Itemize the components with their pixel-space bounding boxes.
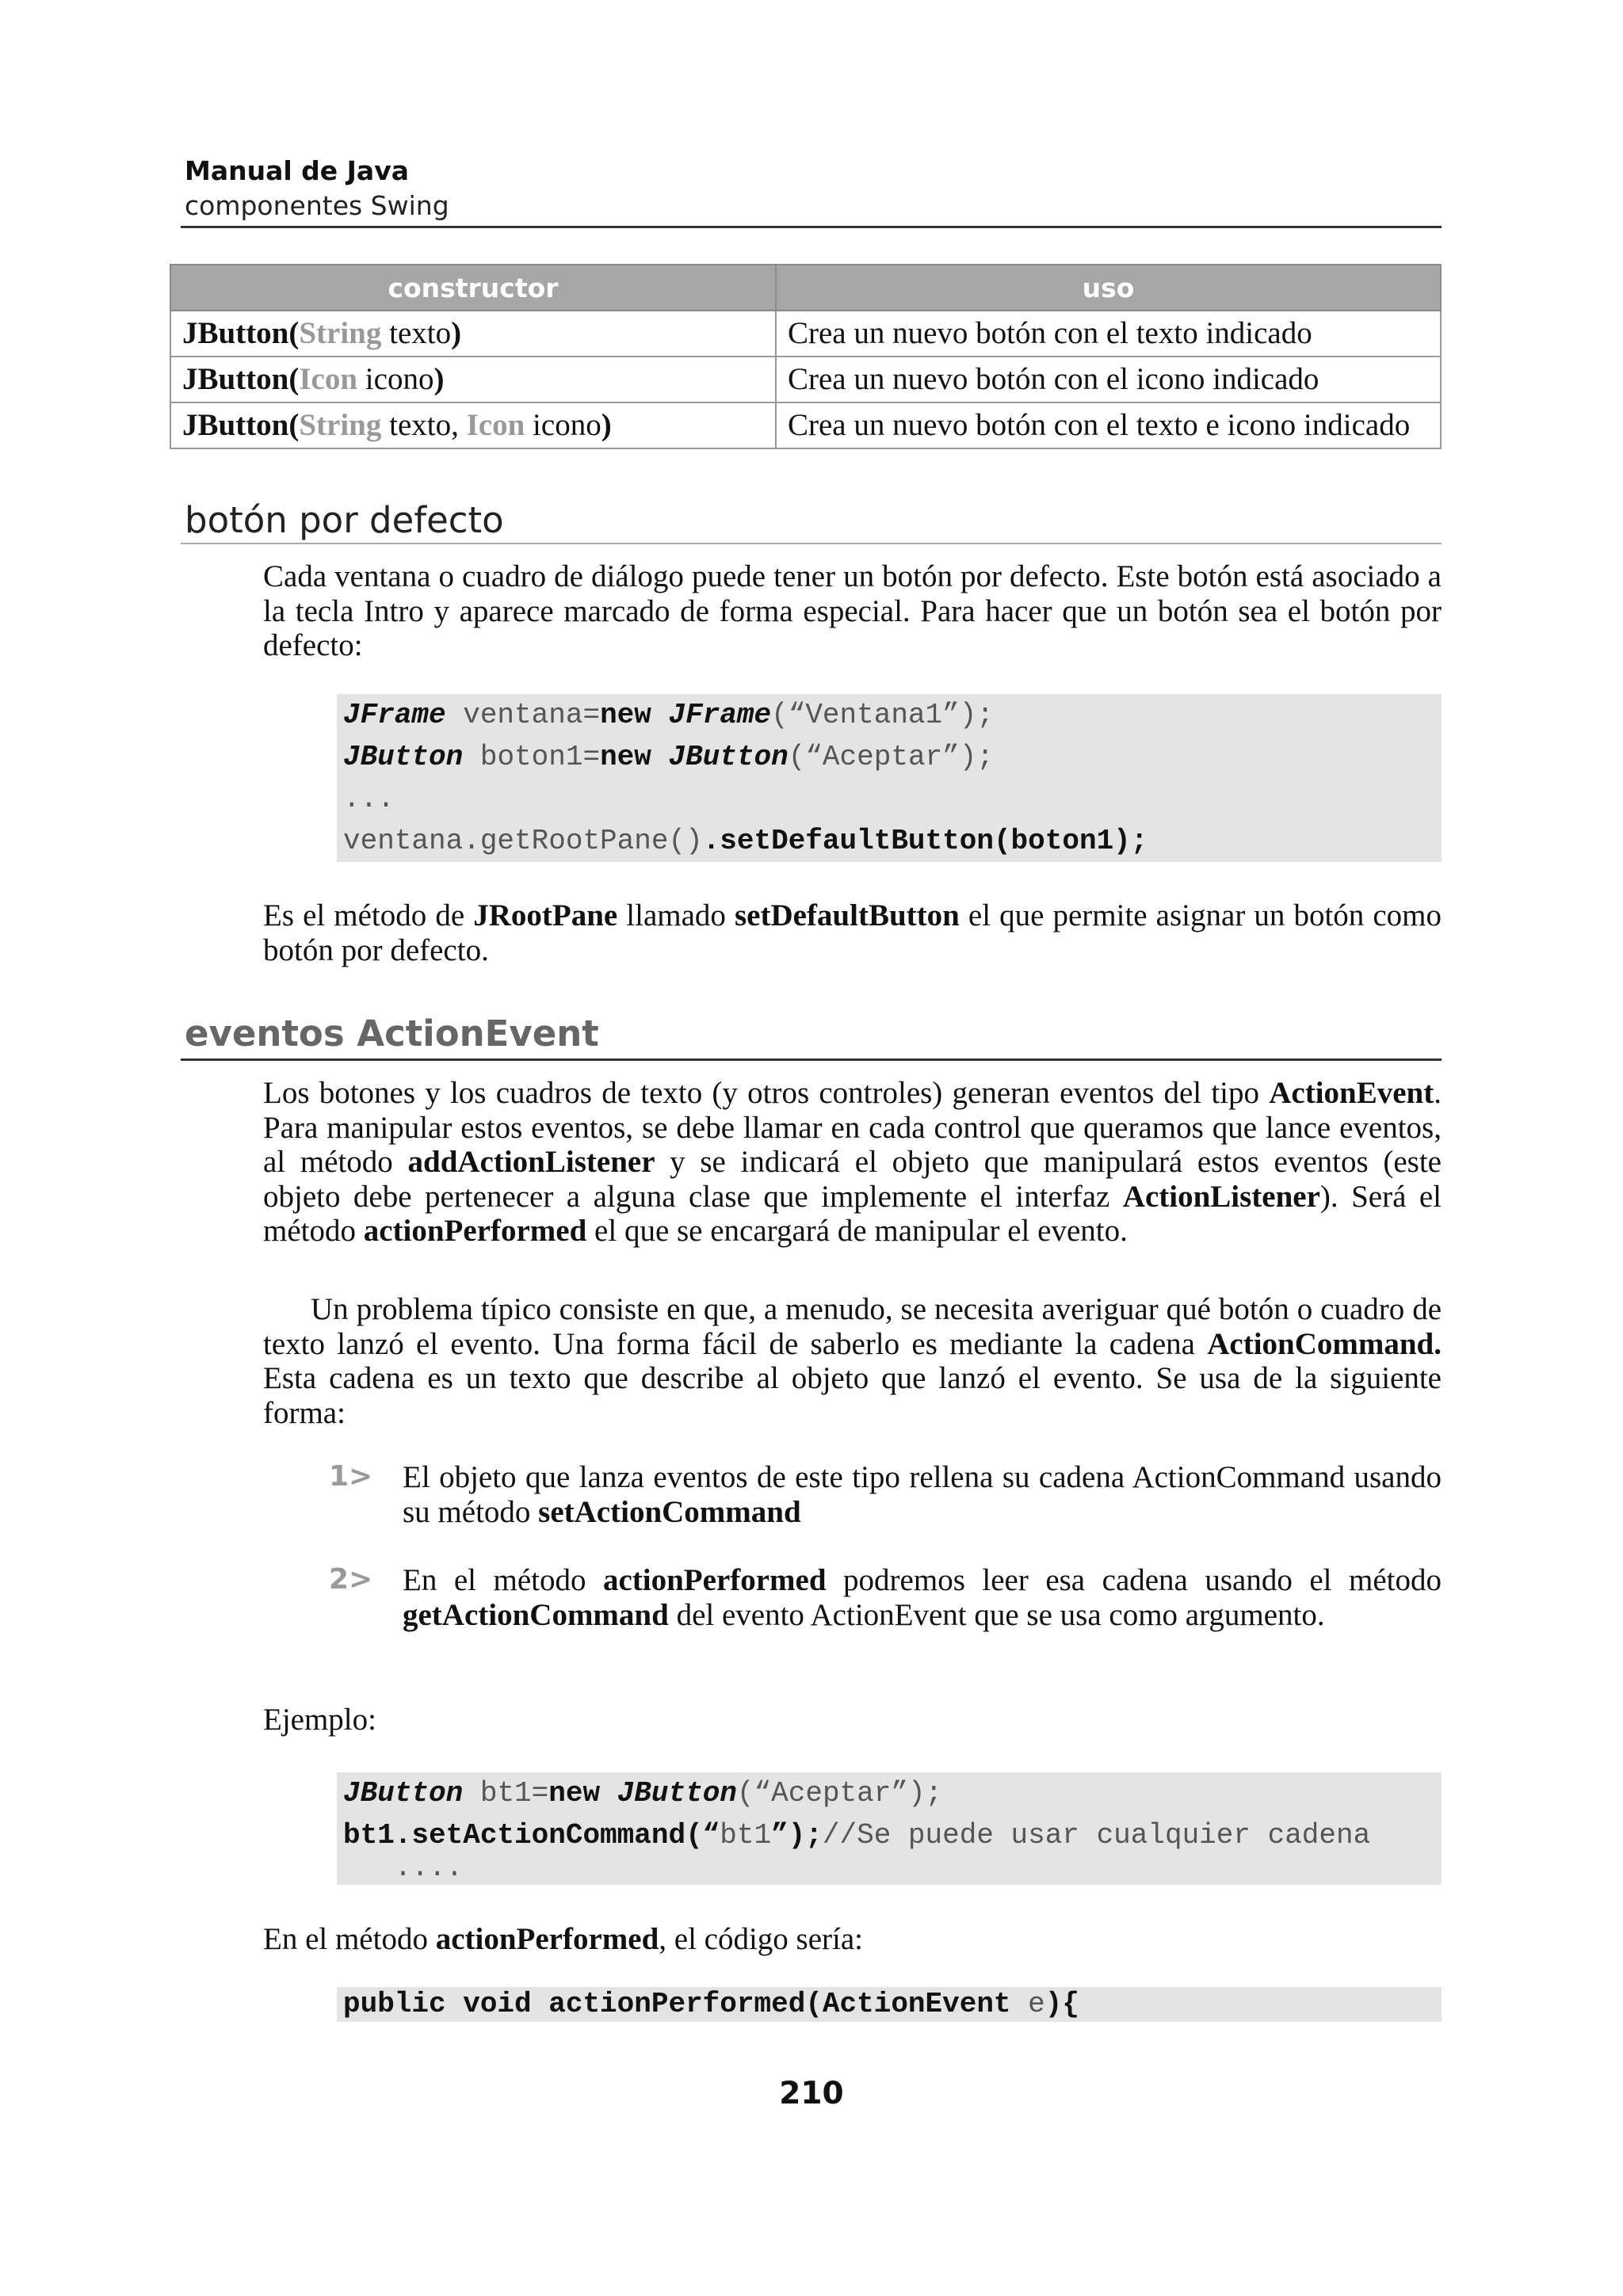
section-rule <box>181 1058 1442 1061</box>
code-line: JButton boton1=new JButton(“Aceptar”); <box>343 741 994 773</box>
table-header-row <box>170 265 1441 311</box>
header-rule <box>181 226 1442 228</box>
code-line: public void actionPerformed(ActionEvent e){ <box>343 1988 1079 2020</box>
table-row <box>170 402 1441 448</box>
table-row <box>170 311 1441 357</box>
code-line: JButton bt1=new JButton(“Aceptar”); <box>343 1777 943 1810</box>
list-item: En el método actionPerformed podremos leer esa cadena usando el método getActionCommand del evento ActionEvent que se usa como argumento. <box>403 1563 1442 1632</box>
constructor-cell: JButton(String texto, Icon icono) <box>170 402 776 448</box>
table-header-constructor: constructor <box>170 265 776 311</box>
code-block-action-performed <box>337 1987 1442 2022</box>
code-line: bt1.setActionCommand(“bt1”);//Se puede usar cualquier cadena <box>343 1819 1371 1852</box>
paragraph-jrootpane: Es el método de JRootPane llamado setDefaultButton el que permite asignar un botón como botón por defecto. <box>263 898 1442 967</box>
constructor-cell: JButton(String texto) <box>170 311 776 357</box>
list-number: 2> <box>329 1563 373 1596</box>
code-block-example <box>337 1772 1442 1885</box>
code-line: ventana.getRootPane().setDefaultButton(boton1); <box>343 825 1148 857</box>
table-header-uso: uso <box>776 265 1441 311</box>
code-line: .... <box>343 1852 464 1884</box>
ejemplo-label: Ejemplo: <box>263 1703 376 1737</box>
section-rule <box>181 543 1442 544</box>
paragraph-action-command: Un problema típico consiste en que, a menudo, se necesita averiguar qué botón o cuadro de texto lanzó el evento. Una forma fácil de saberlo es mediante la cadena ActionCommand. Esta cadena es un texto que describe al objeto que lanzó el evento. Se usa de la siguiente forma: <box>263 1292 1442 1430</box>
running-header-subtitle: componentes Swing <box>185 190 449 221</box>
section-heading-default-button: botón por defecto <box>185 499 504 541</box>
uso-cell: Crea un nuevo botón con el texto e icono indicado <box>776 402 1441 448</box>
running-header-title: Manual de Java <box>185 155 409 186</box>
paragraph-action-event: Los botones y los cuadros de texto (y otros controles) generan eventos del tipo ActionEvent. Para manipular estos eventos, se debe llamar en cada control que queramos que lance eventos, al método addActionListener y se indicará el objeto que manipulará estos eventos (este objeto debe pertenecer a alguna clase que implemente el interfaz ActionListener). Será el método actionPerformed el que se encargará de manipular el evento. <box>263 1076 1442 1248</box>
code-line: ... <box>343 783 395 815</box>
uso-cell: Crea un nuevo botón con el texto indicado <box>776 311 1441 357</box>
constructor-table <box>170 264 1442 449</box>
page-number: 210 <box>779 2076 844 2111</box>
code-line: JFrame ventana=new JFrame(“Ventana1”); <box>343 699 994 731</box>
list-number: 1> <box>329 1460 373 1493</box>
code-block-default-button <box>337 694 1442 862</box>
constructor-cell: JButton(Icon icono) <box>170 357 776 402</box>
paragraph-default-intro: Cada ventana o cuadro de diálogo puede tener un botón por defecto. Este botón está asociado a la tecla Intro y aparece marcado de forma especial. Para hacer que un botón sea el botón por defecto: <box>263 559 1442 662</box>
paragraph-action-performed: En el método actionPerformed, el código sería: <box>263 1922 864 1956</box>
section-heading-action-event: eventos ActionEvent <box>185 1013 599 1055</box>
uso-cell: Crea un nuevo botón con el icono indicado <box>776 357 1441 402</box>
table-row <box>170 357 1441 402</box>
list-item: El objeto que lanza eventos de este tipo rellena su cadena ActionCommand usando su método setActionCommand <box>403 1460 1442 1529</box>
